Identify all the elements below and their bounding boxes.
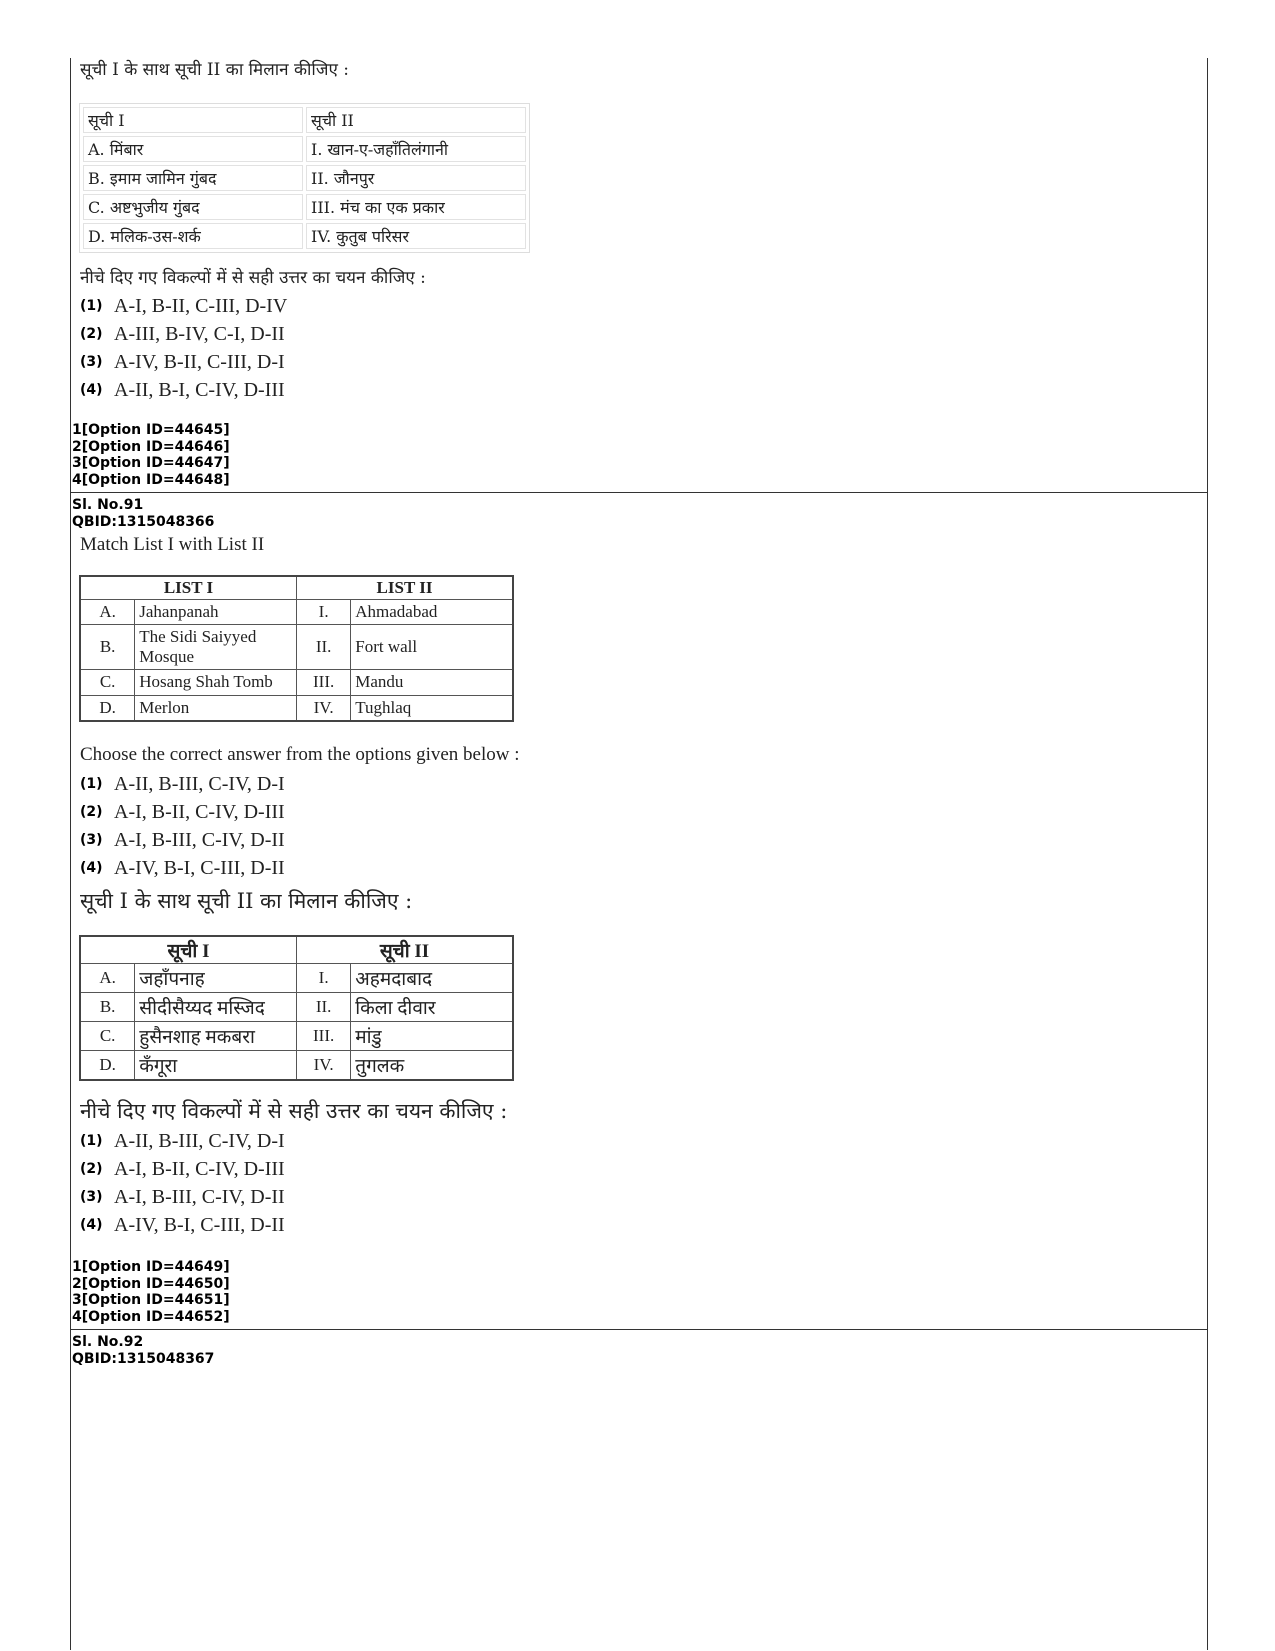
table-cell: हुसैनशाह मकबरा bbox=[135, 1022, 297, 1051]
table-row bbox=[83, 194, 526, 220]
table-cell: I. bbox=[297, 964, 351, 993]
option-item[interactable] bbox=[80, 854, 285, 882]
option-number: (1) bbox=[80, 298, 103, 314]
table-cell: B. bbox=[80, 624, 135, 669]
table-row bbox=[83, 107, 526, 133]
option-item[interactable] bbox=[80, 770, 285, 798]
option-number: (3) bbox=[80, 832, 103, 848]
option-text: A-IV, B-I, C-III, D-II bbox=[114, 1213, 285, 1236]
option-item[interactable] bbox=[80, 826, 285, 854]
table-cell: Jahanpanah bbox=[135, 599, 297, 624]
qbid: QBID:1315048367 bbox=[72, 1350, 215, 1367]
option-id: 3[Option ID=44651] bbox=[72, 1292, 230, 1308]
table-cell: II. जौनपुर bbox=[306, 165, 526, 191]
table-cell: III. bbox=[297, 669, 351, 695]
table-cell: कँगूरा bbox=[135, 1051, 297, 1080]
serial-number: Sl. No.92 bbox=[72, 1334, 144, 1350]
option-text: A-II, B-III, C-IV, D-I bbox=[114, 1129, 285, 1152]
question-divider bbox=[70, 1329, 1208, 1330]
option-number: (2) bbox=[80, 1161, 103, 1177]
option-item[interactable] bbox=[80, 376, 285, 404]
option-number: (3) bbox=[80, 1189, 103, 1205]
table-cell: किला दीवार bbox=[351, 993, 513, 1022]
option-id: 1[Option ID=44649] bbox=[72, 1259, 230, 1275]
table-cell: III. मंच का एक प्रकार bbox=[306, 194, 526, 220]
table-cell: IV. कुतुब परिसर bbox=[306, 223, 526, 249]
table-cell: सीदीसैय्यद मस्जिद bbox=[135, 993, 297, 1022]
table-cell: Fort wall bbox=[351, 624, 513, 669]
table-cell: A. bbox=[80, 964, 135, 993]
table-header-cell: सूची I bbox=[80, 936, 297, 964]
option-number: (4) bbox=[80, 860, 103, 876]
option-text: A-I, B-II, C-III, D-IV bbox=[114, 294, 288, 317]
q90-choose-text: नीचे दिए गए विकल्पों में से सही उत्तर का चयन कीजिए : bbox=[80, 268, 426, 288]
table-cell: Ahmadabad bbox=[351, 599, 513, 624]
table-cell: II. bbox=[297, 624, 351, 669]
q91-table-en bbox=[79, 575, 514, 722]
option-id: 1[Option ID=44645] bbox=[72, 422, 230, 438]
q91-choose-hi: नीचे दिए गए विकल्पों में से सही उत्तर का चयन कीजिए : bbox=[80, 1099, 508, 1123]
option-item[interactable] bbox=[80, 1127, 285, 1155]
option-number: (2) bbox=[80, 804, 103, 820]
option-item[interactable] bbox=[80, 320, 285, 348]
option-text: A-IV, B-II, C-III, D-I bbox=[114, 350, 285, 373]
table-row bbox=[80, 1051, 513, 1080]
option-number: (4) bbox=[80, 1217, 103, 1233]
table-cell: I. खान-ए-जहाँतिलंगानी bbox=[306, 136, 526, 162]
table-row bbox=[80, 964, 513, 993]
option-number: (1) bbox=[80, 776, 103, 792]
option-number: (4) bbox=[80, 382, 103, 398]
option-item[interactable] bbox=[80, 798, 285, 826]
q91-instruction-en: Match List I with List II bbox=[80, 534, 265, 555]
option-item[interactable] bbox=[80, 1211, 285, 1239]
table-row bbox=[83, 165, 526, 191]
table-cell: D. मलिक-उस-शर्क bbox=[83, 223, 303, 249]
q92-header bbox=[72, 1334, 214, 1367]
option-item[interactable] bbox=[80, 1155, 285, 1183]
serial-number: Sl. No.91 bbox=[72, 497, 144, 513]
table-header-cell: LIST I bbox=[80, 576, 297, 599]
option-number: (1) bbox=[80, 1133, 103, 1149]
option-id: 3[Option ID=44647] bbox=[72, 455, 230, 471]
table-cell: मांडु bbox=[351, 1022, 513, 1051]
table-row bbox=[80, 695, 513, 721]
option-text: A-IV, B-I, C-III, D-II bbox=[114, 856, 285, 879]
table-cell: A. bbox=[80, 599, 135, 624]
option-id: 4[Option ID=44648] bbox=[72, 471, 230, 488]
table-row bbox=[80, 936, 513, 964]
option-item[interactable] bbox=[80, 292, 287, 320]
q91-instruction-hi: सूची I के साथ सूची II का मिलान कीजिए : bbox=[80, 889, 413, 913]
option-number: (2) bbox=[80, 326, 103, 342]
option-id: 4[Option ID=44652] bbox=[72, 1308, 230, 1325]
option-id: 2[Option ID=44650] bbox=[72, 1275, 230, 1292]
table-row bbox=[83, 136, 526, 162]
table-cell: तुगलक bbox=[351, 1051, 513, 1080]
question-divider bbox=[70, 492, 1208, 493]
table-cell: Tughlaq bbox=[351, 695, 513, 721]
option-number: (3) bbox=[80, 354, 103, 370]
table-row bbox=[80, 599, 513, 624]
table-cell: Mandu bbox=[351, 669, 513, 695]
table-cell: B. इमाम जामिन गुंबद bbox=[83, 165, 303, 191]
table-row bbox=[80, 1022, 513, 1051]
table-row bbox=[83, 223, 526, 249]
table-cell: The Sidi Saiyyed Mosque bbox=[135, 624, 297, 669]
table-row bbox=[80, 624, 513, 669]
option-text: A-III, B-IV, C-I, D-II bbox=[114, 322, 285, 345]
q90-instruction: सूची I के साथ सूची II का मिलान कीजिए : bbox=[80, 60, 349, 80]
table-cell: Merlon bbox=[135, 695, 297, 721]
table-cell: B. bbox=[80, 993, 135, 1022]
option-text: A-I, B-II, C-IV, D-III bbox=[114, 1157, 285, 1180]
table-row bbox=[80, 993, 513, 1022]
table-header-cell: सूची I bbox=[83, 107, 303, 133]
qbid: QBID:1315048366 bbox=[72, 513, 215, 530]
table-cell: II. bbox=[297, 993, 351, 1022]
q90-option-ids bbox=[72, 422, 230, 488]
table-cell: D. bbox=[80, 1051, 135, 1080]
table-header-cell: LIST II bbox=[297, 576, 514, 599]
option-id: 2[Option ID=44646] bbox=[72, 438, 230, 455]
table-row bbox=[80, 669, 513, 695]
q91-table-hi bbox=[79, 935, 514, 1081]
table-cell: IV. bbox=[297, 695, 351, 721]
table-cell: I. bbox=[297, 599, 351, 624]
table-cell: C. अष्टभुजीय गुंबद bbox=[83, 194, 303, 220]
option-text: A-II, B-III, C-IV, D-I bbox=[114, 772, 285, 795]
table-cell: अहमदाबाद bbox=[351, 964, 513, 993]
option-text: A-I, B-III, C-IV, D-II bbox=[114, 1185, 285, 1208]
q90-match-table bbox=[79, 103, 530, 253]
q91-option-ids bbox=[72, 1259, 230, 1325]
option-item[interactable] bbox=[80, 1183, 285, 1211]
table-cell: C. bbox=[80, 1022, 135, 1051]
table-cell: IV. bbox=[297, 1051, 351, 1080]
table-cell: जहाँपनाह bbox=[135, 964, 297, 993]
option-item[interactable] bbox=[80, 348, 285, 376]
table-cell: III. bbox=[297, 1022, 351, 1051]
option-text: A-I, B-II, C-IV, D-III bbox=[114, 800, 285, 823]
table-header-cell: सूची II bbox=[297, 936, 514, 964]
table-header-cell: सूची II bbox=[306, 107, 526, 133]
table-cell: A. मिंबार bbox=[83, 136, 303, 162]
table-row bbox=[80, 576, 513, 599]
q91-header bbox=[72, 497, 214, 530]
table-cell: Hosang Shah Tomb bbox=[135, 669, 297, 695]
table-cell: D. bbox=[80, 695, 135, 721]
option-text: A-I, B-III, C-IV, D-II bbox=[114, 828, 285, 851]
table-cell: C. bbox=[80, 669, 135, 695]
option-text: A-II, B-I, C-IV, D-III bbox=[114, 378, 285, 401]
q91-choose-en: Choose the correct answer from the options given below : bbox=[80, 744, 520, 765]
